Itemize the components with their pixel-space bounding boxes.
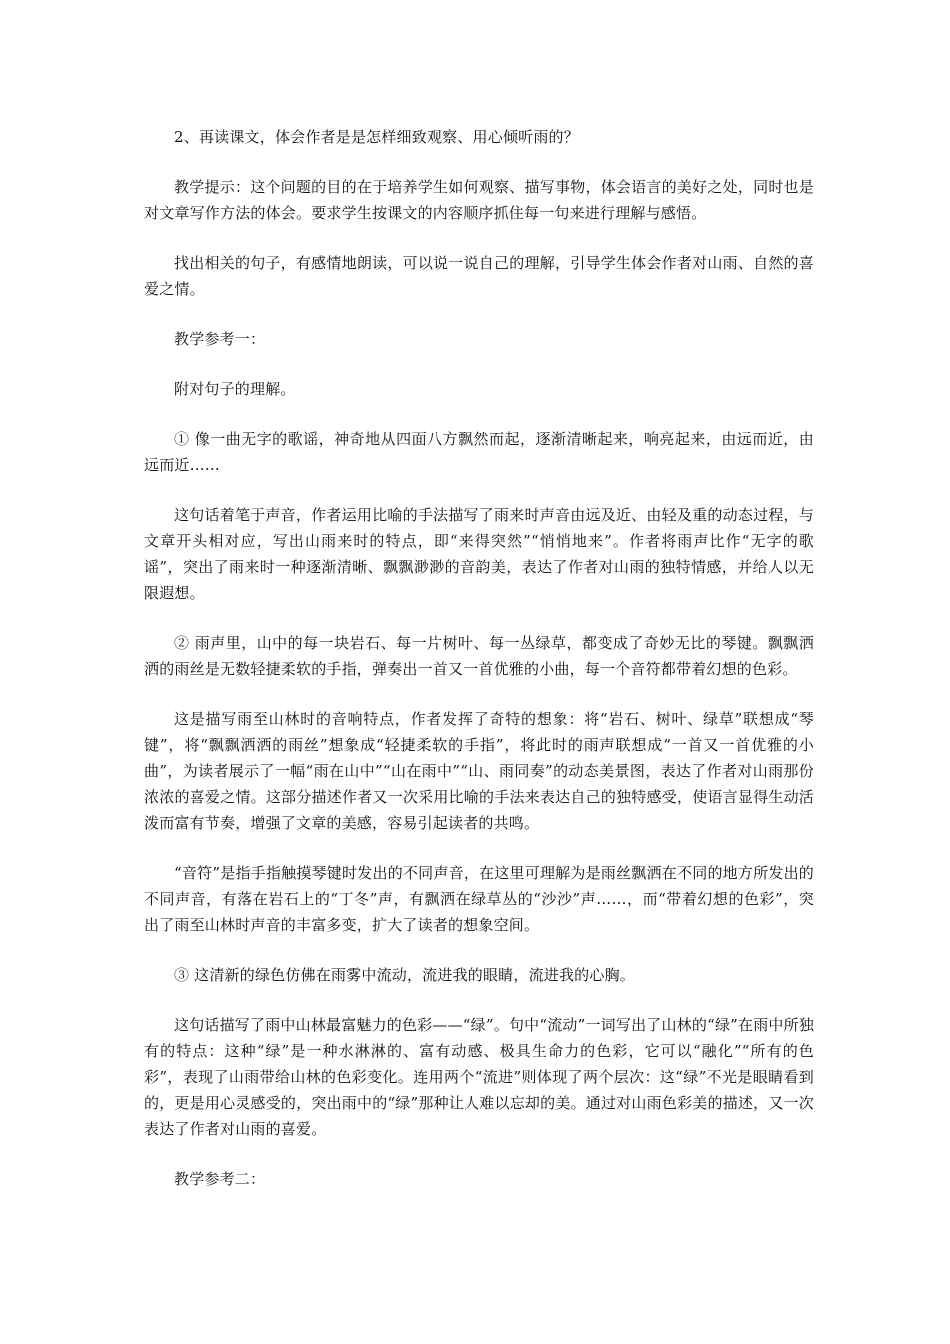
quote-sentence-1: ① 像一曲无字的歌谣，神奇地从四面八方飘然而起，逐渐清晰起来，响亮起来，由远而近，由远而近…… xyxy=(144,430,814,474)
analysis-sentence-3: 这句话描写了雨中山林最富魅力的色彩——“绿”。句中“流动”一词写出了山林的“绿”在雨中所独有的特点：这种“绿”是一种水淋淋的、富有动感、极具生命力的色彩，它可以“融化”“所有的色彩”，表现了山雨带给山林的色彩变化。连用两个“流进”则体现了两个层次：这“绿”不光是眼睛看到的，更是用心灵感受的，突出雨中的“绿”那种让人难以忘却的美。通过对山雨色彩美的描述，又一次表达了作者对山雨的喜爱。 xyxy=(144,1016,815,1138)
teaching-tip: 教学提示：这个问题的目的在于培养学生如何观察、描写事物，体会语言的美好之处，同时也是对文章写作方法的体会。要求学生按课文的内容顺序抓住每一句来进行理解与感悟。 xyxy=(144,178,814,222)
quote-sentence-3: ③ 这清新的绿色仿佛在雨雾中流动，流进我的眼睛，流进我的心胸。 xyxy=(174,966,635,984)
sentence-understanding-heading: 附对句子的理解。 xyxy=(174,380,296,398)
instruction-paragraph: 找出相关的句子，有感情地朗读，可以说一说自己的理解，引导学生体会作者对山雨、自然的喜爱之情。 xyxy=(144,254,814,298)
analysis-note-notes: “音符”是指手指触摸琴键时发出的不同声音，在这里可理解为是雨丝飘洒在不同的地方所发出的不同声音，有落在岩石上的“丁冬”声，有飘洒在绿草丛的“沙沙”声……，而“带着幻想的色彩”，突出了雨至山林时声音的丰富多变，扩大了读者的想象空间。 xyxy=(144,864,814,934)
reference-one-heading: 教学参考一： xyxy=(174,330,266,348)
question-heading: 2、再读课文，体会作者是是怎样细致观察、用心倾听雨的？ xyxy=(174,128,579,146)
analysis-sentence-1: 这句话着笔于声音，作者运用比喻的手法描写了雨来时声音由远及近、由轻及重的动态过程，与文章开头相对应，写出山雨来时的特点，即“来得突然”“悄悄地来”。作者将雨声比作“无字的歌谣”，突出了雨来时一种逐渐清晰、飘飘渺渺的音韵美，表达了作者对山雨的独特情感，并给人以无限遐想。 xyxy=(144,506,814,602)
analysis-sentence-2: 这是描写雨至山林时的音响特点，作者发挥了奇特的想象：将“岩石、树叶、绿草”联想成“琴键”，将“飘飘洒洒的雨丝”想象成“轻捷柔软的手指”，将此时的雨声联想成“一首又一首优雅的小曲”，为读者展示了一幅“雨在山中”“山在雨中”“山、雨同奏”的动态美景图，表达了作者对山雨那份浓浓的喜爱之情。这部分描述作者又一次采用比喻的手法来表达自己的独特感受，使语言显得生动活泼而富有节奏，增强了文章的美感，容易引起读者的共鸣。 xyxy=(144,710,814,832)
quote-sentence-2: ② 雨声里，山中的每一块岩石、每一片树叶、每一丛绿草，都变成了奇妙无比的琴键。飘飘洒洒的雨丝是无数轻捷柔软的手指，弹奏出一首又一首优雅的小曲，每一个音符都带着幻想的色彩。 xyxy=(144,634,814,678)
reference-two-heading: 教学参考二： xyxy=(174,1170,266,1188)
document-page xyxy=(144,124,814,1216)
